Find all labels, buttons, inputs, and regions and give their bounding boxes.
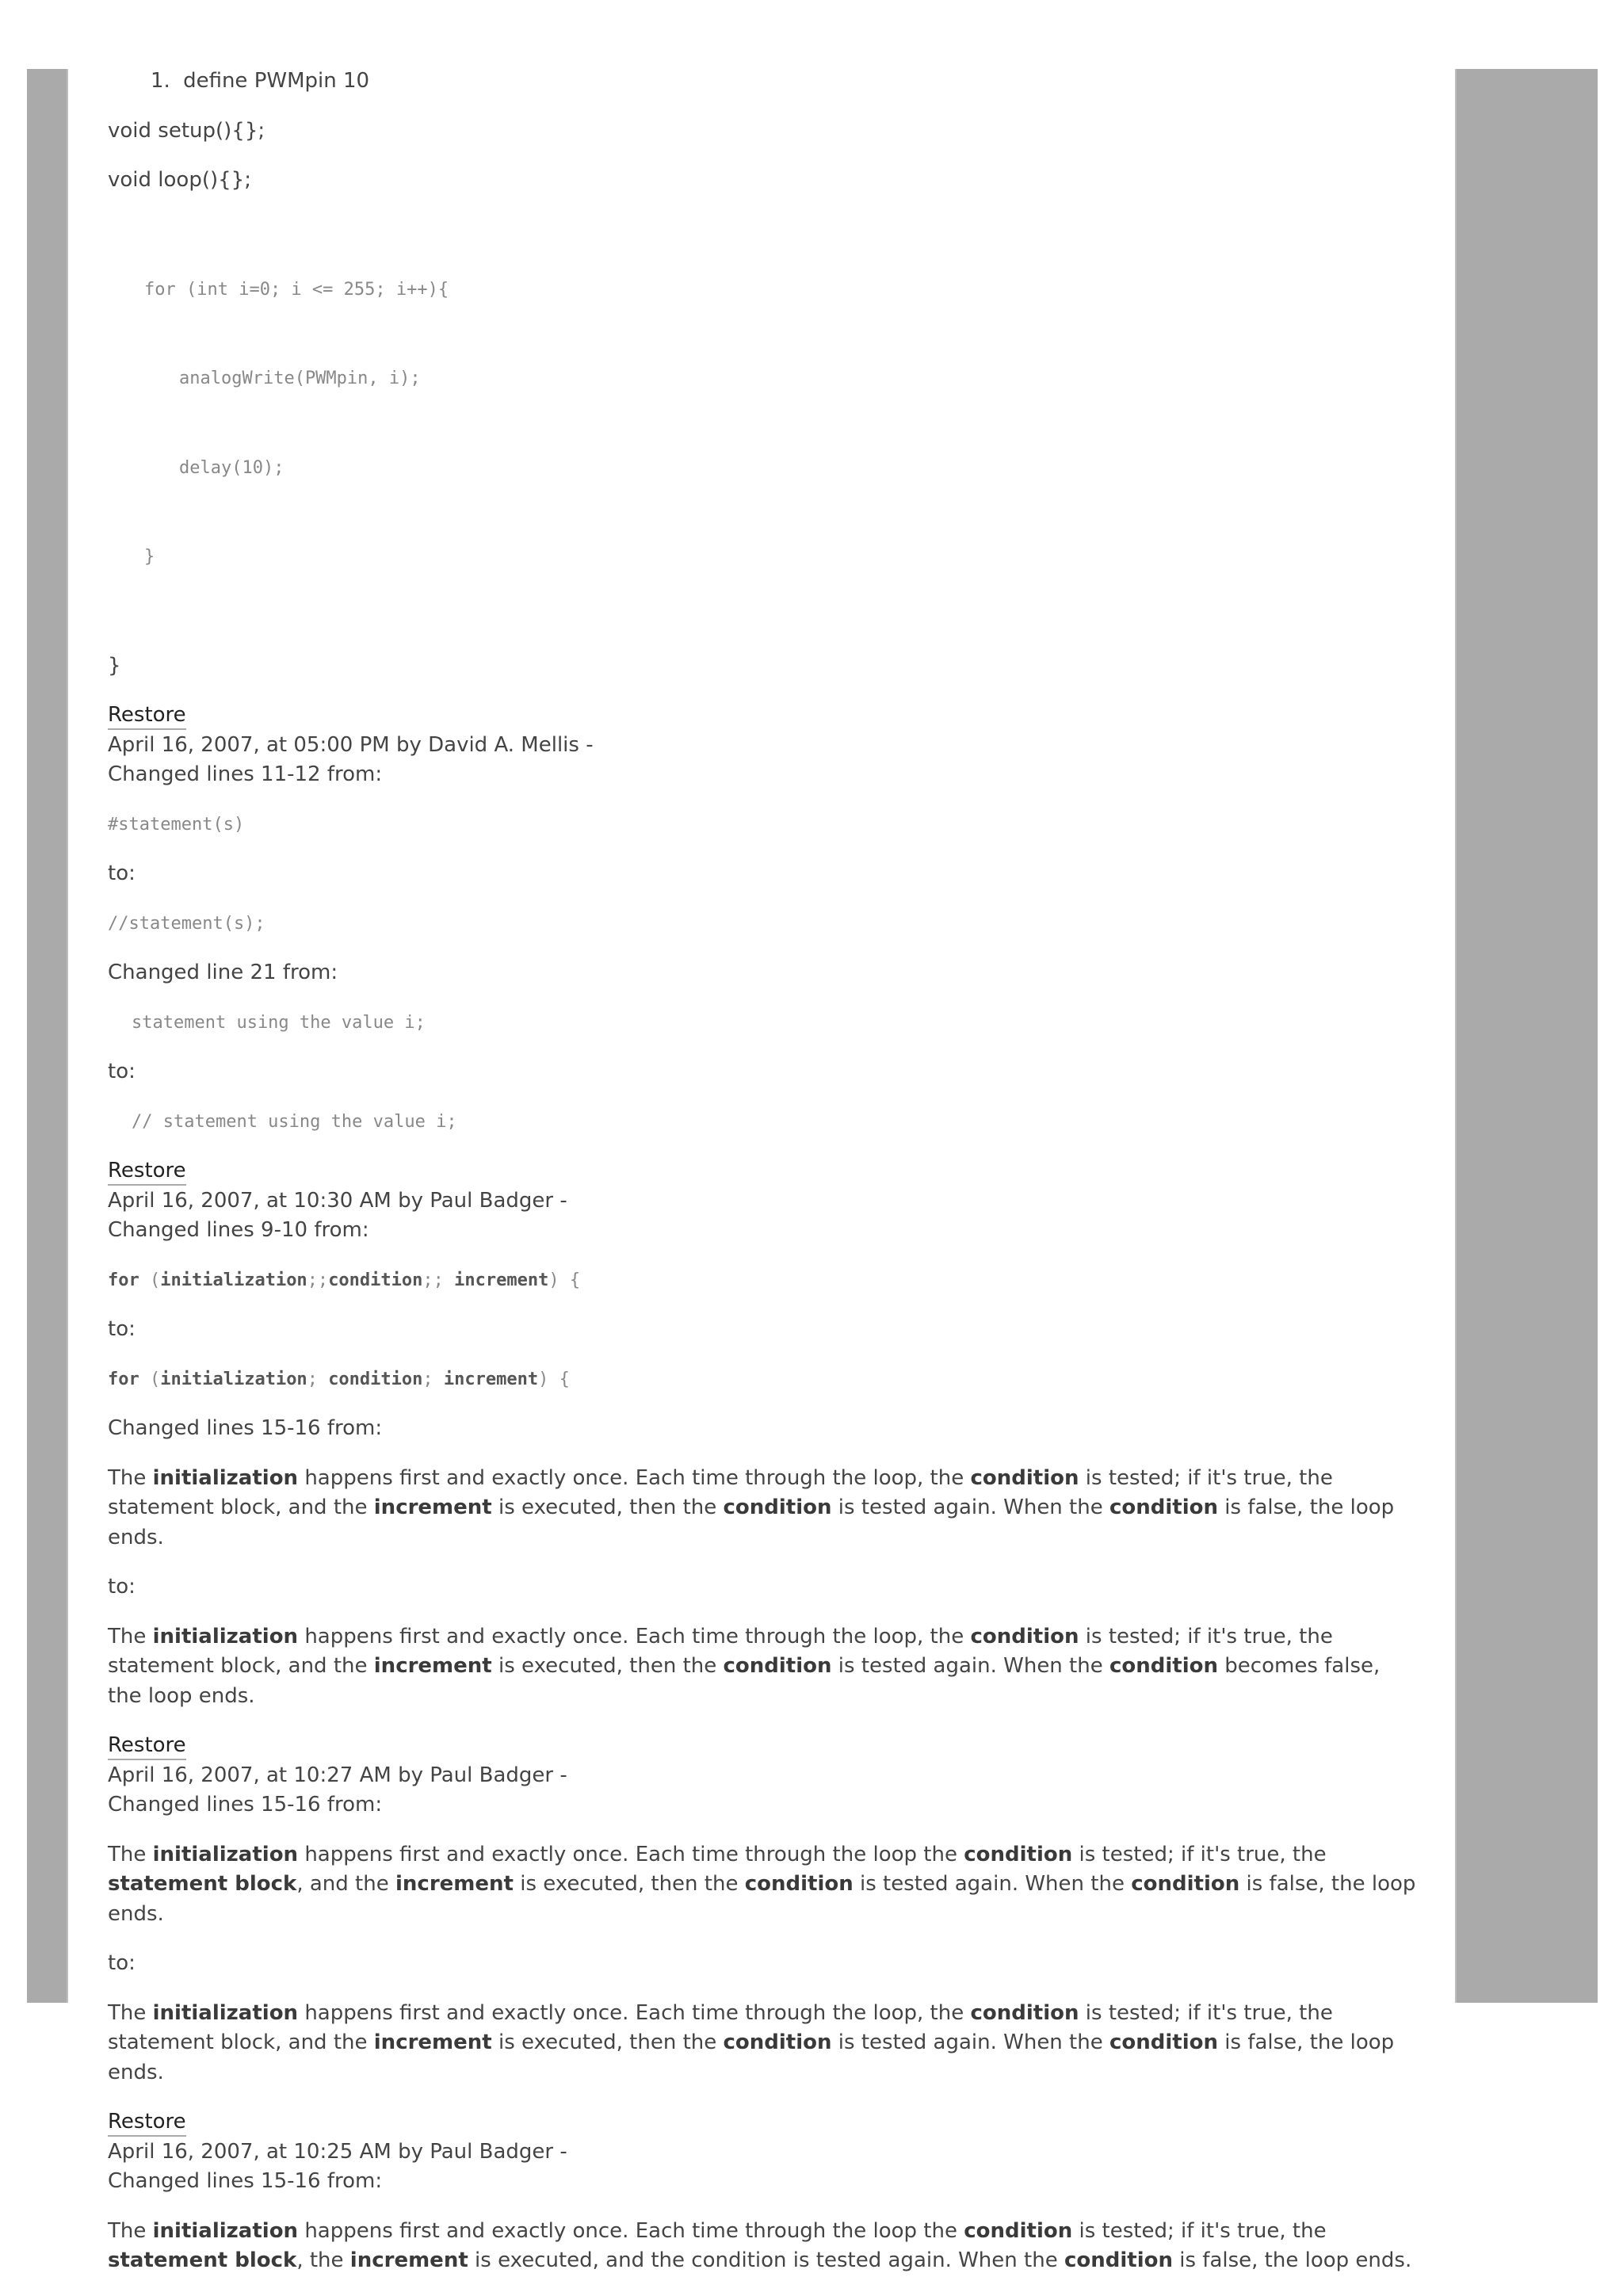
change-heading: Changed line 21 from: xyxy=(108,961,338,984)
code-term: initialization xyxy=(160,1369,307,1389)
to-paragraph xyxy=(108,1999,1417,2088)
revision-entry xyxy=(108,701,1417,1137)
revision-meta: April 16, 2007, at 05:00 PM by David A. Mellis - xyxy=(108,732,594,757)
change-heading: Changed lines 11-12 from: xyxy=(108,762,383,786)
to-paragraph xyxy=(108,1622,1417,1712)
code-term: condition xyxy=(328,1270,423,1290)
text: happens first and exactly once. Each time through the loop, the xyxy=(298,1465,971,1490)
bold-term: statement block xyxy=(108,2248,297,2272)
text: is executed, then the xyxy=(491,1496,724,1519)
from-paragraph xyxy=(108,2217,1417,2276)
text: The xyxy=(108,1465,153,1490)
change-heading: Changed lines 15-16 from: xyxy=(108,2169,383,2193)
bold-term: condition xyxy=(1109,1654,1219,1678)
code-line: delay(10); xyxy=(179,457,285,478)
right-margin-divider xyxy=(1455,69,1457,2003)
code-from: #statement(s) xyxy=(108,814,245,835)
text: is tested again. When the xyxy=(853,1872,1132,1896)
code-line: for (int i=0; i <= 255; i++){ xyxy=(144,279,449,300)
bold-term: condition xyxy=(723,2030,832,2054)
bold-term: condition xyxy=(723,1496,832,1519)
list-number: 1. xyxy=(151,69,170,93)
to-label: to: xyxy=(108,1575,136,1599)
code-punct: ; xyxy=(422,1369,444,1389)
list-text: define PWMpin 10 xyxy=(183,69,370,93)
text: is tested again. When the xyxy=(831,1654,1109,1678)
code-to xyxy=(108,1365,1417,1395)
text: The xyxy=(108,1624,153,1648)
text: is tested again. When the xyxy=(831,2030,1109,2054)
revision-entry xyxy=(108,2107,1417,2276)
from-paragraph xyxy=(108,1840,1417,1930)
change-heading: Changed lines 15-16 from: xyxy=(108,1793,383,1817)
code-term: initialization xyxy=(160,1270,307,1290)
bold-term: initialization xyxy=(152,1465,299,1490)
bold-term: condition xyxy=(970,2000,1079,2025)
code-keyword: for xyxy=(108,1369,139,1389)
left-margin-divider xyxy=(67,69,68,2003)
bold-term: condition xyxy=(723,1654,832,1678)
change-heading: Changed lines 9-10 from: xyxy=(108,1218,369,1242)
text: is executed, then the xyxy=(513,1872,745,1896)
bold-term: increment xyxy=(373,2030,492,2054)
to-label: to: xyxy=(108,1951,136,1975)
code-from: statement using the value i; xyxy=(132,1012,426,1033)
to-label: to: xyxy=(108,1317,136,1341)
text: is false, the loop ends. xyxy=(108,2030,1395,2084)
code-keyword: for xyxy=(108,1270,139,1290)
bold-term: initialization xyxy=(152,1624,299,1648)
revision-meta: April 16, 2007, at 10:25 AM by Paul Badger - xyxy=(108,2139,567,2164)
restore-link[interactable]: Restore xyxy=(108,1732,186,1760)
bold-term: initialization xyxy=(152,2000,299,2025)
text: is tested again. When the xyxy=(831,1496,1109,1519)
revision-entry xyxy=(108,1156,1417,1711)
text: is tested; if it's true, the xyxy=(1072,1842,1327,1866)
text: happens first and exactly once. Each time through the loop the xyxy=(298,1842,964,1866)
text: happens first and exactly once. Each time through the loop the xyxy=(298,2218,964,2243)
bold-term: condition xyxy=(964,2218,1073,2243)
bold-term: condition xyxy=(970,1624,1079,1648)
restore-link[interactable]: Restore xyxy=(108,1157,186,1186)
text: is executed, then the xyxy=(491,2030,724,2054)
text: happens first and exactly once. Each time through the loop, the xyxy=(298,2000,971,2025)
revision-entry xyxy=(108,1731,1417,2088)
numbered-list-item xyxy=(108,67,1417,97)
text: is tested; if it's true, the statement block, and the xyxy=(108,2000,1333,2054)
page-content xyxy=(108,67,1417,2296)
bold-term: condition xyxy=(744,1872,854,1896)
restore-link[interactable]: Restore xyxy=(108,701,186,730)
text: is tested; if it's true, the statement block, and the xyxy=(108,1624,1333,1678)
bold-term: increment xyxy=(373,1654,492,1678)
text: The xyxy=(108,1842,153,1866)
code-punct: ) { xyxy=(538,1369,570,1389)
bold-term: initialization xyxy=(152,2218,299,2243)
text: is false, the loop ends. xyxy=(108,1872,1416,1926)
bold-term: condition xyxy=(1131,1872,1240,1896)
to-label: to: xyxy=(108,861,136,885)
text: is executed, then the xyxy=(491,1654,724,1678)
code-to: //statement(s); xyxy=(108,913,265,934)
text: , and the xyxy=(296,1872,395,1896)
text: is false, the loop ends. xyxy=(1173,2248,1412,2272)
text: is false, the loop ends. xyxy=(108,1496,1395,1549)
closing-brace: } xyxy=(108,653,121,678)
code-line: analogWrite(PWMpin, i); xyxy=(179,369,421,388)
bold-term: initialization xyxy=(152,1842,299,1866)
loop-line: void loop(){}; xyxy=(108,168,251,192)
text: becomes false, the loop ends. xyxy=(108,1654,1381,1708)
code-to: // statement using the value i; xyxy=(132,1111,457,1132)
change-heading: Changed lines 15-16 from: xyxy=(108,1416,383,1440)
bold-term: condition xyxy=(1109,2030,1219,2054)
code-term: increment xyxy=(443,1369,539,1389)
code-punct: ( xyxy=(139,1369,161,1389)
text: is tested; if it's true, the xyxy=(1072,2218,1327,2243)
text: is executed, and the condition is tested again. When the xyxy=(468,2248,1064,2272)
setup-line: void setup(){}; xyxy=(108,118,265,143)
revision-meta: April 16, 2007, at 10:30 AM by Paul Badger - xyxy=(108,1188,567,1213)
bold-term: increment xyxy=(349,2248,468,2272)
restore-link[interactable]: Restore xyxy=(108,2108,186,2137)
bold-term: condition xyxy=(964,1842,1073,1866)
bold-term: increment xyxy=(373,1496,492,1519)
code-punct: ( xyxy=(139,1270,161,1290)
code-punct: ; xyxy=(307,1369,329,1389)
bold-term: condition xyxy=(1064,2248,1173,2272)
bold-term: statement block xyxy=(108,1872,297,1896)
bold-term: condition xyxy=(1109,1496,1219,1519)
text: , the xyxy=(296,2248,350,2272)
bold-term: condition xyxy=(970,1465,1079,1490)
code-term: condition xyxy=(328,1369,423,1389)
from-paragraph xyxy=(108,1464,1417,1553)
code-term: increment xyxy=(454,1270,549,1290)
text: happens first and exactly once. Each time through the loop, the xyxy=(298,1624,971,1648)
right-margin-bar xyxy=(1457,69,1598,2003)
revision-meta: April 16, 2007, at 10:27 AM by Paul Badger - xyxy=(108,1763,567,1787)
code-line: } xyxy=(144,547,155,567)
to-label: to: xyxy=(108,1060,136,1083)
text: The xyxy=(108,2218,153,2243)
bold-term: increment xyxy=(395,1872,514,1896)
code-punct: ) { xyxy=(548,1270,581,1290)
code-punct: ;; xyxy=(422,1270,455,1290)
code-example xyxy=(108,216,1417,632)
code-from xyxy=(108,1266,1417,1296)
code-punct: ;; xyxy=(307,1270,329,1290)
text: is tested; if it's true, the statement block, and the xyxy=(108,1465,1333,1519)
text: The xyxy=(108,2000,153,2025)
left-margin-bar xyxy=(27,69,68,2003)
